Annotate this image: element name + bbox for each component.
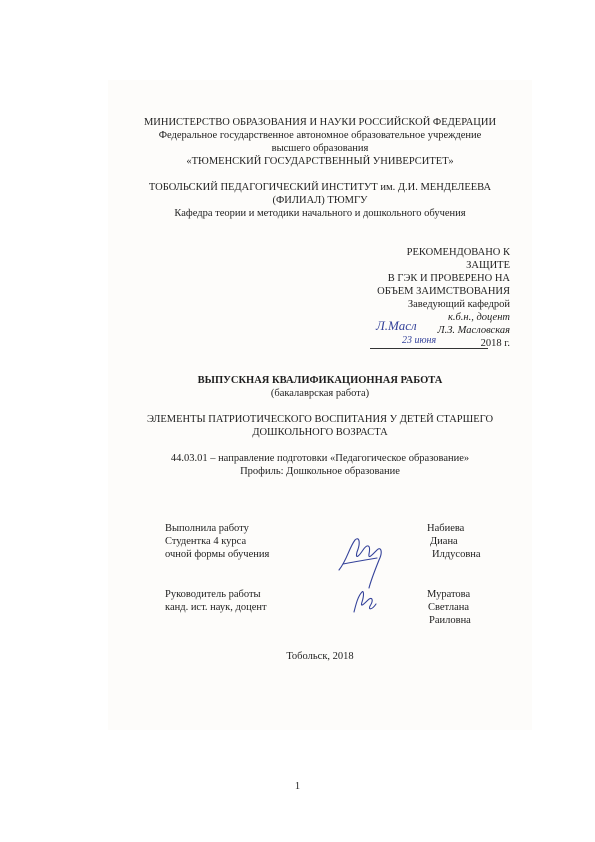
supervisor-surname: Муратова [427,589,471,600]
head-signature: Л.Масл [376,318,417,333]
head-position: Заведующий кафедрой [407,299,510,310]
student-patronymic: Илдусовна [432,549,481,560]
education-level: высшего образования [271,143,369,154]
department-name: Кафедра теории и методики начального и дошкольного обучения [174,208,466,219]
supervisor-label-2: канд. ист. наук, доцент [165,602,267,613]
scanned-page [108,80,532,730]
supervisor-first-name: Светлана [428,602,470,613]
study-direction: 44.03.01 – направление подготовки «Педагогическое образование» [170,453,470,464]
study-profile: Профиль: Дошкольное образование [240,466,400,477]
student-signature [335,530,395,592]
approval-line-2: ЗАЩИТЕ [466,260,510,271]
date-underline [370,348,488,349]
supervisor-patronymic: Раиловна [429,615,471,626]
handwritten-date: 23 июня [402,335,437,346]
approval-line-3: В ГЭК И ПРОВЕРЕНО НА [387,273,510,284]
ministry-heading: МИНИСТЕРСТВО ОБРАЗОВАНИЯ И НАУКИ РОССИЙСКОЙ ФЕДЕРАЦИИ [143,117,497,128]
student-label-2: Студентка 4 курса [165,536,247,547]
approval-line-4: ОБЪЕМ ЗАИМСТВОВАНИЯ [377,286,510,297]
work-type-title: ВЫПУСКНАЯ КВАЛИФИКАЦИОННАЯ РАБОТА [197,375,443,386]
topic-line-1: ЭЛЕМЕНТЫ ПАТРИОТИЧЕСКОГО ВОСПИТАНИЯ У ДЕТЕЙ СТАРШЕГО [146,414,494,425]
approval-line-1: РЕКОМЕНДОВАНО К [406,247,510,258]
approval-year: 2018 г. [480,338,510,349]
work-subtype: (бакалаврская работа) [270,388,370,399]
supervisor-label-1: Руководитель работы [165,589,261,600]
head-degree: к.б.н., доцент [447,312,510,323]
head-name: Л.З. Масловская [437,325,510,336]
page-number: 1 [294,781,301,792]
student-label-1: Выполнила работу [165,523,249,534]
institute-name: ТОБОЛЬСКИЙ ПЕДАГОГИЧЕСКИЙ ИНСТИТУТ им. Д.И. МЕНДЕЛЕЕВА [148,182,492,193]
university-name: «ТЮМЕНСКИЙ ГОСУДАРСТВЕННЫЙ УНИВЕРСИТЕТ» [186,156,454,167]
topic-line-2: ДОШКОЛЬНОГО ВОЗРАСТА [252,427,388,438]
supervisor-signature [348,586,382,618]
student-first-name: Диана [430,536,458,547]
student-label-3: очной формы обучения [165,549,270,560]
university-type: Федеральное государственное автономное образовательное учреждение [158,130,482,141]
student-surname: Набиева [427,523,465,534]
city-year: Тобольск, 2018 [286,651,354,662]
institute-branch: (ФИЛИАЛ) ТЮМГУ [272,195,368,206]
